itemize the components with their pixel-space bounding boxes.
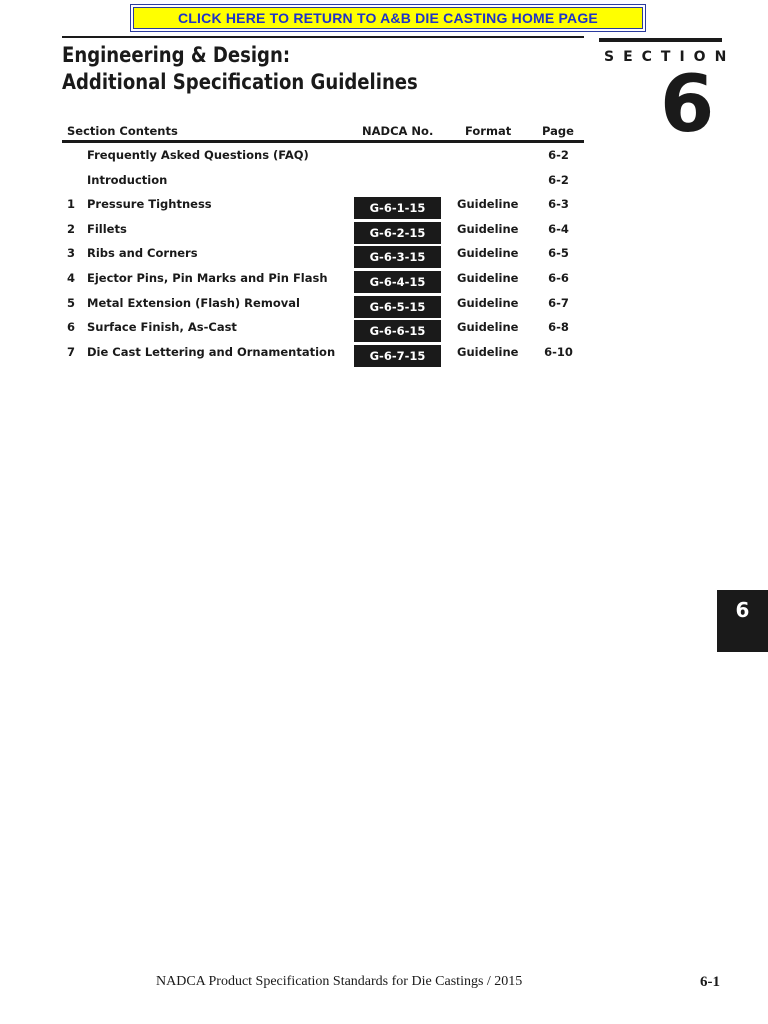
row-page: 6-2 (548, 148, 569, 162)
row-format: Guideline (457, 246, 519, 261)
row-page: 6-5 (548, 246, 569, 261)
row-title: Surface Finish, As-Cast (87, 320, 237, 335)
row-page: 6-4 (548, 221, 569, 236)
row-page: 6-7 (548, 295, 569, 310)
footer-text: NADCA Product Specification Standards for Die Castings / 2015 (156, 974, 523, 989)
row-section-number: 2 (67, 221, 76, 236)
row-nadca-number: G-6-2-15 (354, 222, 441, 244)
row-title: Pressure Tightness (87, 197, 212, 212)
column-header-nadca-no: NADCA No. (362, 124, 434, 138)
row-title: Die Cast Lettering and Ornamentation (87, 344, 336, 359)
home-page-link-label[interactable]: CLICK HERE TO RETURN TO A&B DIE CASTING HOME PAGE (178, 10, 598, 26)
row-page: 6-2 (548, 172, 569, 187)
home-page-link-banner[interactable] (130, 4, 646, 32)
column-header-section-contents: Section Contents (67, 124, 178, 138)
row-section-number: 6 (67, 320, 76, 335)
row-nadca-number: G-6-4-15 (354, 271, 441, 293)
row-title: Frequently Asked Questions (FAQ) (87, 148, 309, 162)
row-nadca-number: G-6-6-15 (354, 320, 441, 342)
row-format: Guideline (457, 270, 519, 285)
title-rule (62, 36, 584, 38)
contents-row (62, 168, 584, 193)
contents-row (62, 291, 584, 316)
contents-row (62, 192, 584, 217)
row-format: Guideline (457, 221, 519, 236)
row-page: 6-10 (544, 344, 573, 359)
row-section-number: 4 (67, 270, 76, 285)
section-contents-table (62, 120, 584, 364)
section-number: 6 (660, 60, 715, 150)
footer-page-number: 6-1 (700, 974, 720, 990)
row-nadca-number: G-6-5-15 (354, 296, 441, 318)
page-title-line-2: Additional Specification Guidelines (62, 70, 418, 94)
contents-row (62, 241, 584, 266)
row-section-number: 5 (67, 295, 76, 310)
contents-rows (62, 143, 584, 364)
contents-row (62, 340, 584, 365)
contents-row (62, 315, 584, 340)
row-nadca-number: G-6-7-15 (354, 345, 441, 367)
row-title: Metal Extension (Flash) Removal (87, 295, 300, 310)
column-header-page: Page (542, 124, 574, 138)
row-title: Introduction (87, 172, 168, 187)
row-page: 6-3 (548, 197, 569, 212)
row-format: Guideline (457, 320, 519, 335)
page-title-line-1: Engineering & Design: (62, 43, 291, 67)
home-page-link-box[interactable] (133, 7, 643, 29)
row-section-number: 7 (67, 344, 76, 359)
row-nadca-number: G-6-3-15 (354, 246, 441, 268)
section-label: SECTION (604, 49, 736, 65)
row-title: Ejector Pins, Pin Marks and Pin Flash (87, 270, 328, 285)
contents-row (62, 266, 584, 291)
contents-row (62, 217, 584, 242)
row-format: Guideline (457, 197, 519, 212)
row-format: Guideline (457, 344, 519, 359)
section-tab-marker: 6 (717, 590, 768, 652)
contents-header-row (62, 120, 584, 143)
row-section-number: 3 (67, 246, 76, 261)
row-title: Fillets (87, 221, 127, 236)
page-title (62, 42, 418, 96)
section-rule (599, 38, 722, 42)
row-page: 6-8 (548, 320, 569, 335)
row-page: 6-6 (548, 270, 569, 285)
row-format: Guideline (457, 295, 519, 310)
row-nadca-number: G-6-1-15 (354, 197, 441, 219)
contents-row (62, 143, 584, 168)
row-title: Ribs and Corners (87, 246, 198, 261)
row-section-number: 1 (67, 197, 76, 212)
column-header-format: Format (465, 124, 512, 138)
